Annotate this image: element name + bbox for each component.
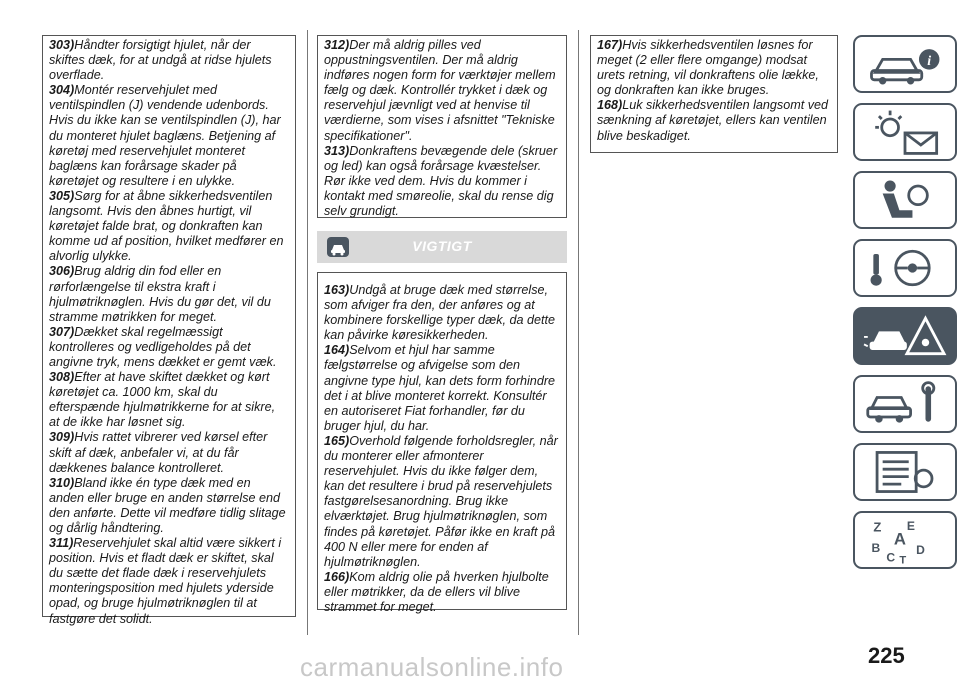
note-number: 166) — [324, 569, 350, 584]
note-text: Montér reservehjulet med ventilspindlen (J) vendende udenbords. Hvis du ikke kan se ventilspindlen (J), har du monteret hjulet baglæns. Betjening af køretøj med reservehjulet monteret baglæns kan forårsage skader på køretøjet og resultere i en ulykke. — [49, 83, 281, 188]
note-text: Overhold følgende forholdsregler, når du monterer eller afmonterer reservehjulet. Hvis du ikke følger dem, kan det resultere i brud på reservehjulets fastgørelsesanordning. Brug ikke elværktøjet. Brug hjulmøtriknøglen, som findes på køretøjet. Påfør ikke en kraft på 400 N eller mere for enden af hjulmøtriknøglen. — [324, 433, 558, 569]
note-number: 311) — [49, 536, 74, 551]
column-divider — [307, 30, 308, 635]
svg-text:D: D — [916, 542, 925, 557]
note-number: 164) — [324, 343, 350, 358]
alphabet-index-icon — [855, 513, 955, 567]
note-item — [324, 283, 560, 343]
notes-column-1 — [42, 35, 296, 626]
note-number: 304) — [49, 83, 75, 98]
note-item — [49, 264, 289, 324]
note-item — [597, 38, 831, 98]
note-item — [49, 536, 289, 627]
note-text: Reservehjulet skal altid være sikkert i position. Hvis et fladt dæk er skiftet, skal du sætte det flade dæk i reservehjulets monteringsposition med hjulets yderside opad, og bruge hjulmøtriknøglen til at fastgøre det solidt. — [49, 536, 282, 626]
tab-emergency[interactable] — [853, 307, 957, 365]
svg-text:B: B — [871, 541, 881, 556]
note-text: Hvis sikkerhedsventilen løsnes for meget (2 eller flere omgange) modsat urets retning, vil donkraftens olie lække, og donkraften kan ikke bruges. — [597, 38, 819, 98]
note-text: Efter at have skiftet dækket og kørt køretøjet ca. 1000 km, skal du efterspænde hjulmøtrikkerne for at sikre, at de ikke har løsnet sig. — [49, 370, 276, 430]
note-item — [324, 434, 560, 570]
note-text: Sørg for at åbne sikkerhedsventilen langsomt. Hvis den åbnes hurtigt, vil køretøjet falde brat, og donkraften kan komme ud af position, hvilket medfører en alvorlig ulykke. — [49, 188, 284, 264]
svg-text:A: A — [893, 529, 906, 549]
note-text: Brug aldrig din fod eller en rørforlængelse til ekstra kraft i hjulmøtriknøglen. Hvis du gør det, vil du stramme møtrikken for meget. — [49, 264, 271, 324]
note-text: Undgå at bruge dæk med størrelse, som afviger fra den, der anføres og at kombinere forskellige typer dæk, da dette kan påvirke køresikkerheden. — [324, 283, 556, 343]
note-text: Kom aldrig olie på hverken hjulbolte eller møtrikker, da de ellers vil blive strammet for meget. — [324, 569, 549, 614]
note-number: 165) — [324, 433, 350, 448]
tab-key-steering[interactable] — [853, 239, 957, 297]
note-item — [324, 343, 560, 434]
note-item — [49, 430, 289, 475]
notes-list — [591, 36, 837, 144]
notes-column-2 — [317, 35, 567, 218]
note-number: 306) — [49, 264, 75, 279]
notes-column-3 — [590, 35, 838, 153]
tab-service[interactable] — [853, 375, 957, 433]
column-divider — [578, 30, 579, 635]
note-item — [49, 370, 289, 430]
note-text: Dækket skal regelmæssigt kontrolleres og vedligeholdes på det angivne tryk, mens dækket er gemt væk. — [49, 324, 277, 369]
note-item — [324, 144, 560, 219]
notes-list — [318, 36, 566, 219]
tab-car-info[interactable] — [853, 35, 957, 93]
note-item — [324, 570, 560, 615]
tab-dashboard-lights[interactable] — [853, 103, 957, 161]
svg-text:Z: Z — [873, 519, 882, 535]
note-number: 307) — [49, 324, 75, 339]
note-text: Bland ikke én type dæk med en anden eller bruge en anden størrelse end den anførte. Dette vil medføre tidlig slitage og dårlig håndtering. — [49, 475, 286, 535]
note-number: 163) — [324, 283, 350, 297]
watermark-text: carmanualsonline.info — [300, 652, 564, 682]
note-item — [49, 83, 289, 189]
note-text: Håndter forsigtigt hjulet, når der skiftes dæk, for at undgå at ridse hjulets overflade. — [49, 38, 272, 83]
note-text: Donkraftens bevægende dele (skruer og led) kan også forårsage kvæstelser. Rør ikke ved dem. Hvis du kommer i kontakt med smøreolie, skal du rense dig selv grundigt. — [324, 143, 558, 219]
svg-text:E: E — [906, 518, 915, 533]
note-number: 308) — [49, 370, 75, 385]
specifications-list-icon — [855, 445, 955, 499]
note-number: 303) — [49, 38, 75, 52]
dashboard-lights-icon — [855, 105, 955, 159]
note-text: Hvis rattet vibrerer ved kørsel efter skift af dæk, anbefaler vi, at du får dækkenes balance kontrolleret. — [49, 430, 268, 475]
car-warning-triangle-icon — [855, 309, 955, 363]
note-item — [49, 325, 289, 370]
seat-airbag-icon — [855, 173, 955, 227]
key-steering-wheel-icon — [855, 241, 955, 295]
warning-header — [317, 231, 567, 263]
note-item — [597, 98, 831, 143]
svg-text:C: C — [886, 550, 896, 565]
svg-text:i: i — [927, 53, 932, 69]
note-item — [49, 189, 289, 264]
note-number: 309) — [49, 430, 75, 445]
warnings-column — [317, 272, 567, 614]
note-text: Der må aldrig pilles ved oppustningsventilen. Der må aldrig indføres nogen form for værktøjer mellem fælg og dæk. Kontrollér trykket i dæk og reservehjul jævnligt ved at henvise til værdierne, som vises i afsnittet "Tekniske specifikationer". — [324, 38, 556, 143]
warning-title: VIGTIGT — [412, 238, 472, 254]
car-service-wrench-icon — [855, 377, 955, 431]
note-number: 305) — [49, 188, 75, 203]
note-number: 310) — [49, 475, 75, 490]
note-number: 313) — [324, 143, 350, 158]
notes-list — [43, 36, 295, 627]
note-item — [49, 476, 289, 536]
note-number: 167) — [597, 38, 623, 52]
note-text: Selvom et hjul har samme fælgstørrelse og afvigelse som den angivne type hjul, kan dets form forhindre det i at blive monteret korrekt. Konsultér en autoriseret Fiat forhandler, før du bruger hjul, du har. — [324, 343, 556, 433]
car-info-icon — [855, 37, 955, 91]
notes-list — [318, 273, 566, 615]
page-number: 225 — [868, 643, 905, 668]
note-text: Luk sikkerhedsventilen langsomt ved sænkning af køretøjet, ellers kan ventilen blive beskadiget. — [597, 98, 829, 143]
svg-text:T: T — [899, 554, 907, 567]
note-number: 168) — [597, 98, 623, 113]
tab-seat-airbag[interactable] — [853, 171, 957, 229]
note-item — [49, 38, 289, 83]
note-item — [324, 38, 560, 144]
tab-alphabetical-index[interactable] — [853, 511, 957, 569]
tab-specifications[interactable] — [853, 443, 957, 501]
note-number: 312) — [324, 38, 350, 52]
